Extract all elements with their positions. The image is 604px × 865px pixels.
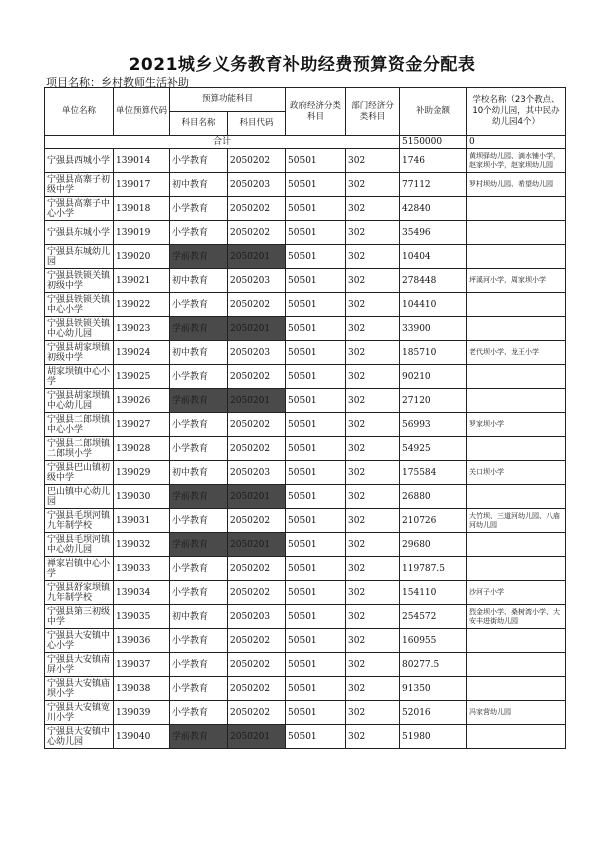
document-title: 2021城乡义务教育补助经费预算资金分配表 (128, 55, 476, 75)
dept-econ-cell: 302 (346, 557, 400, 581)
amount-cell: 51980 (400, 725, 467, 749)
total-amount: 5150000 (400, 136, 467, 149)
header-subject-name: 科目名称 (170, 112, 228, 136)
gov-econ-cell: 50501 (286, 725, 346, 749)
subject-code-cell: 2050202 (228, 701, 286, 725)
dept-econ-cell: 302 (346, 629, 400, 653)
gov-econ-cell: 50501 (286, 269, 346, 293)
amount-cell: 10404 (400, 245, 467, 269)
subject-code-cell: 2050203 (228, 269, 286, 293)
subject-code-cell: 2050202 (228, 293, 286, 317)
header-subject-code: 科目代码 (228, 112, 286, 136)
table-row (45, 461, 566, 485)
gov-econ-cell: 50501 (286, 485, 346, 509)
amount-cell: 77112 (400, 173, 467, 197)
subject-name-cell: 初中教育 (170, 341, 228, 365)
amount-cell: 27120 (400, 389, 467, 413)
amount-cell: 175584 (400, 461, 467, 485)
unit-code-cell: 139030 (114, 485, 170, 509)
note-cell (467, 653, 566, 677)
dept-econ-cell: 302 (346, 221, 400, 245)
subject-name-cell: 学前教育 (170, 533, 228, 557)
subject-name-cell: 小学教育 (170, 677, 228, 701)
gov-econ-cell: 50501 (286, 173, 346, 197)
dept-econ-cell: 302 (346, 149, 400, 173)
amount-cell: 254572 (400, 605, 467, 629)
note-cell (467, 197, 566, 221)
subject-name-cell: 小学教育 (170, 557, 228, 581)
dept-econ-cell: 302 (346, 461, 400, 485)
note-cell (467, 533, 566, 557)
unit-name-cell: 宁强县大安镇中心小学 (45, 629, 114, 653)
table-row (45, 605, 566, 629)
dept-econ-cell: 302 (346, 293, 400, 317)
table-row (45, 653, 566, 677)
header-note: 学校名称（23个教点、10个幼儿园，其中民办幼儿园4个） (467, 88, 566, 136)
subject-name-cell: 学前教育 (170, 725, 228, 749)
unit-code-cell: 139036 (114, 629, 170, 653)
table-row (45, 485, 566, 509)
gov-econ-cell: 50501 (286, 197, 346, 221)
unit-code-cell: 139033 (114, 557, 170, 581)
amount-cell: 33900 (400, 317, 467, 341)
table-row (45, 437, 566, 461)
subject-code-cell: 2050203 (228, 461, 286, 485)
dept-econ-cell: 302 (346, 581, 400, 605)
header-amount: 补助金额 (400, 88, 467, 136)
amount-cell: 278448 (400, 269, 467, 293)
dept-econ-cell: 302 (346, 197, 400, 221)
subject-name-cell: 小学教育 (170, 149, 228, 173)
subject-name-cell: 学前教育 (170, 317, 228, 341)
unit-code-cell: 139034 (114, 581, 170, 605)
header-dept-econ: 部门经济分类科目 (346, 88, 400, 136)
dept-econ-cell: 302 (346, 677, 400, 701)
subject-name-cell: 小学教育 (170, 293, 228, 317)
note-cell (467, 725, 566, 749)
unit-name-cell: 宁强县高寨子初级中学 (45, 173, 114, 197)
dept-econ-cell: 302 (346, 173, 400, 197)
unit-name-cell: 宁强县铁锁关镇中心小学 (45, 293, 114, 317)
dept-econ-cell: 302 (346, 605, 400, 629)
table-row (45, 365, 566, 389)
note-cell (467, 485, 566, 509)
unit-code-cell: 139014 (114, 149, 170, 173)
gov-econ-cell: 50501 (286, 317, 346, 341)
subject-name-cell: 小学教育 (170, 413, 228, 437)
amount-cell: 42840 (400, 197, 467, 221)
table-row (45, 293, 566, 317)
subject-name-cell: 初中教育 (170, 605, 228, 629)
note-cell (467, 293, 566, 317)
unit-code-cell: 139029 (114, 461, 170, 485)
unit-code-cell: 139039 (114, 701, 170, 725)
unit-code-cell: 139023 (114, 317, 170, 341)
note-cell (467, 677, 566, 701)
amount-cell: 185710 (400, 341, 467, 365)
unit-name-cell: 巴山镇中心幼儿园 (45, 485, 114, 509)
subject-name-cell: 初中教育 (170, 173, 228, 197)
table-row (45, 269, 566, 293)
unit-code-cell: 139018 (114, 197, 170, 221)
subject-name-cell: 小学教育 (170, 581, 228, 605)
unit-name-cell: 宁强县大安镇宽川小学 (45, 701, 114, 725)
amount-cell: 91350 (400, 677, 467, 701)
amount-cell: 29680 (400, 533, 467, 557)
note-cell: 冯家营幼儿园 (467, 701, 566, 725)
gov-econ-cell: 50501 (286, 629, 346, 653)
subject-code-cell: 2050202 (228, 221, 286, 245)
table-row (45, 317, 566, 341)
subject-name-cell: 初中教育 (170, 461, 228, 485)
unit-code-cell: 139032 (114, 533, 170, 557)
amount-cell: 80277.5 (400, 653, 467, 677)
subject-name-cell: 学前教育 (170, 389, 228, 413)
unit-name-cell: 宁强县巴山镇初级中学 (45, 461, 114, 485)
unit-name-cell: 宁强县高寨子中心小学 (45, 197, 114, 221)
gov-econ-cell: 50501 (286, 653, 346, 677)
table-row (45, 581, 566, 605)
dept-econ-cell: 302 (346, 317, 400, 341)
unit-name-cell: 宁强县胡家坝镇初级中学 (45, 341, 114, 365)
dept-econ-cell: 302 (346, 533, 400, 557)
subject-code-cell: 2050202 (228, 629, 286, 653)
note-cell (467, 437, 566, 461)
unit-code-cell: 139025 (114, 365, 170, 389)
gov-econ-cell: 50501 (286, 149, 346, 173)
subject-code-cell: 2050201 (228, 725, 286, 749)
table-row (45, 509, 566, 533)
note-cell (467, 389, 566, 413)
note-cell (467, 245, 566, 269)
note-cell: 沙河子小学 (467, 581, 566, 605)
table-row (45, 557, 566, 581)
unit-name-cell: 宁强县西城小学 (45, 149, 114, 173)
note-cell: 罗家坝小学 (467, 413, 566, 437)
unit-code-cell: 139021 (114, 269, 170, 293)
note-cell (467, 221, 566, 245)
unit-name-cell: 宁强县第三初级中学 (45, 605, 114, 629)
subject-name-cell: 学前教育 (170, 245, 228, 269)
note-cell: 坪溪河小学，周家坝小学 (467, 269, 566, 293)
amount-cell: 26880 (400, 485, 467, 509)
unit-name-cell: 宁强县毛坝河镇中心幼儿园 (45, 533, 114, 557)
unit-name-cell: 宁强县毛坝河镇九年制学校 (45, 509, 114, 533)
gov-econ-cell: 50501 (286, 437, 346, 461)
table-body (45, 149, 566, 749)
note-cell: 罗村坝幼儿园、希望幼儿园 (467, 173, 566, 197)
amount-cell: 90210 (400, 365, 467, 389)
subject-name-cell: 小学教育 (170, 437, 228, 461)
table-row (45, 629, 566, 653)
table-row (45, 389, 566, 413)
subject-code-cell: 2050202 (228, 365, 286, 389)
subject-code-cell: 2050201 (228, 317, 286, 341)
gov-econ-cell: 50501 (286, 413, 346, 437)
unit-code-cell: 139026 (114, 389, 170, 413)
gov-econ-cell: 50501 (286, 341, 346, 365)
gov-econ-cell: 50501 (286, 389, 346, 413)
table-row (45, 413, 566, 437)
note-cell (467, 317, 566, 341)
gov-econ-cell: 50501 (286, 293, 346, 317)
subject-code-cell: 2050203 (228, 605, 286, 629)
unit-code-cell: 139022 (114, 293, 170, 317)
unit-name-cell: 宁强县铁锁关镇初级中学 (45, 269, 114, 293)
amount-cell: 52016 (400, 701, 467, 725)
amount-cell: 154110 (400, 581, 467, 605)
gov-econ-cell: 50501 (286, 221, 346, 245)
unit-code-cell: 139037 (114, 653, 170, 677)
unit-name-cell: 宁强县二郎坝镇中心小学 (45, 413, 114, 437)
gov-econ-cell: 50501 (286, 701, 346, 725)
dept-econ-cell: 302 (346, 725, 400, 749)
dept-econ-cell: 302 (346, 701, 400, 725)
note-cell: 老代坝小学、龙王小学 (467, 341, 566, 365)
subject-code-cell: 2050202 (228, 149, 286, 173)
note-cell (467, 629, 566, 653)
gov-econ-cell: 50501 (286, 557, 346, 581)
subject-code-cell: 2050202 (228, 677, 286, 701)
table-row (45, 533, 566, 557)
table-row (45, 725, 566, 749)
amount-cell: 104410 (400, 293, 467, 317)
dept-econ-cell: 302 (346, 269, 400, 293)
unit-code-cell: 139031 (114, 509, 170, 533)
gov-econ-cell: 50501 (286, 245, 346, 269)
amount-cell: 210726 (400, 509, 467, 533)
subject-name-cell: 小学教育 (170, 701, 228, 725)
note-cell: 关口坝小学 (467, 461, 566, 485)
subject-name-cell: 小学教育 (170, 653, 228, 677)
dept-econ-cell: 302 (346, 365, 400, 389)
dept-econ-cell: 302 (346, 341, 400, 365)
gov-econ-cell: 50501 (286, 581, 346, 605)
allocation-table (44, 87, 566, 749)
dept-econ-cell: 302 (346, 485, 400, 509)
table-row (45, 173, 566, 197)
unit-code-cell: 139038 (114, 677, 170, 701)
unit-name-cell: 宁强县铁锁关镇中心幼儿园 (45, 317, 114, 341)
amount-cell: 56993 (400, 413, 467, 437)
amount-cell: 119787.5 (400, 557, 467, 581)
note-cell: 黄坝驿幼儿园、滴水铺小学，赵家坝小学，赵家坝幼儿园 (467, 149, 566, 173)
note-cell (467, 557, 566, 581)
unit-code-cell: 139028 (114, 437, 170, 461)
amount-cell: 35496 (400, 221, 467, 245)
gov-econ-cell: 50501 (286, 677, 346, 701)
header-gov-econ: 政府经济分类科目 (286, 88, 346, 136)
unit-name-cell: 宁强县胡家坝镇中心幼儿园 (45, 389, 114, 413)
unit-name-cell: 宁强县大安镇中心幼儿园 (45, 725, 114, 749)
subject-code-cell: 2050201 (228, 485, 286, 509)
subject-code-cell: 2050203 (228, 173, 286, 197)
subject-name-cell: 小学教育 (170, 197, 228, 221)
dept-econ-cell: 302 (346, 653, 400, 677)
subject-name-cell: 小学教育 (170, 629, 228, 653)
table-row (45, 341, 566, 365)
dept-econ-cell: 302 (346, 389, 400, 413)
dept-econ-cell: 302 (346, 413, 400, 437)
amount-cell: 54925 (400, 437, 467, 461)
unit-name-cell: 宁强县大安镇南屏小学 (45, 653, 114, 677)
unit-name-cell: 禅家岩镇中心小学 (45, 557, 114, 581)
project-name: 乡村教师生活补助 (101, 76, 189, 89)
dept-econ-cell: 302 (346, 509, 400, 533)
subject-name-cell: 小学教育 (170, 365, 228, 389)
gov-econ-cell: 50501 (286, 365, 346, 389)
unit-name-cell: 宁强县二郎坝镇二郎坝小学 (45, 437, 114, 461)
subject-code-cell: 2050202 (228, 509, 286, 533)
header-unit-code: 单位预算代码 (114, 88, 170, 136)
table-row (45, 701, 566, 725)
unit-name-cell: 宁强县东城幼儿园 (45, 245, 114, 269)
unit-code-cell: 139024 (114, 341, 170, 365)
unit-code-cell: 139017 (114, 173, 170, 197)
note-cell: 大竹坝、三道河幼儿园、八庙河幼儿园 (467, 509, 566, 533)
gov-econ-cell: 50501 (286, 461, 346, 485)
amount-cell: 160955 (400, 629, 467, 653)
total-label: 合计 (45, 136, 400, 149)
unit-code-cell: 139020 (114, 245, 170, 269)
gov-econ-cell: 50501 (286, 509, 346, 533)
subject-code-cell: 2050201 (228, 533, 286, 557)
unit-name-cell: 胡家坝镇中心小学 (45, 365, 114, 389)
gov-econ-cell: 50501 (286, 533, 346, 557)
subject-code-cell: 2050201 (228, 389, 286, 413)
subject-name-cell: 学前教育 (170, 485, 228, 509)
subject-name-cell: 小学教育 (170, 509, 228, 533)
table-row (45, 221, 566, 245)
amount-cell: 1746 (400, 149, 467, 173)
subject-code-cell: 2050202 (228, 581, 286, 605)
unit-code-cell: 139040 (114, 725, 170, 749)
total-note: 0 (467, 136, 566, 149)
total-row (45, 136, 566, 149)
note-cell (467, 365, 566, 389)
unit-code-cell: 139019 (114, 221, 170, 245)
gov-econ-cell: 50501 (286, 605, 346, 629)
subject-code-cell: 2050203 (228, 341, 286, 365)
unit-code-cell: 139027 (114, 413, 170, 437)
table-row (45, 197, 566, 221)
subject-code-cell: 2050202 (228, 437, 286, 461)
subject-code-cell: 2050202 (228, 197, 286, 221)
unit-code-cell: 139035 (114, 605, 170, 629)
unit-name-cell: 宁强县舒家坝镇九年制学校 (45, 581, 114, 605)
subject-code-cell: 2050202 (228, 413, 286, 437)
table-row (45, 245, 566, 269)
subject-name-cell: 初中教育 (170, 269, 228, 293)
subject-code-cell: 2050202 (228, 557, 286, 581)
table-row (45, 677, 566, 701)
subject-code-cell: 2050201 (228, 245, 286, 269)
dept-econ-cell: 302 (346, 245, 400, 269)
subject-code-cell: 2050202 (228, 653, 286, 677)
table-row (45, 149, 566, 173)
header-budget-subject: 预算功能科目 (170, 88, 286, 112)
unit-name-cell: 宁强县大安镇庙坝小学 (45, 677, 114, 701)
header-unit-name: 单位名称 (45, 88, 114, 136)
note-cell: 烈金坝小学、桑树湾小学、大安丰进街幼儿园 (467, 605, 566, 629)
dept-econ-cell: 302 (346, 437, 400, 461)
subject-name-cell: 小学教育 (170, 221, 228, 245)
unit-name-cell: 宁强县东城小学 (45, 221, 114, 245)
project-label: 项目名称： (46, 76, 101, 89)
